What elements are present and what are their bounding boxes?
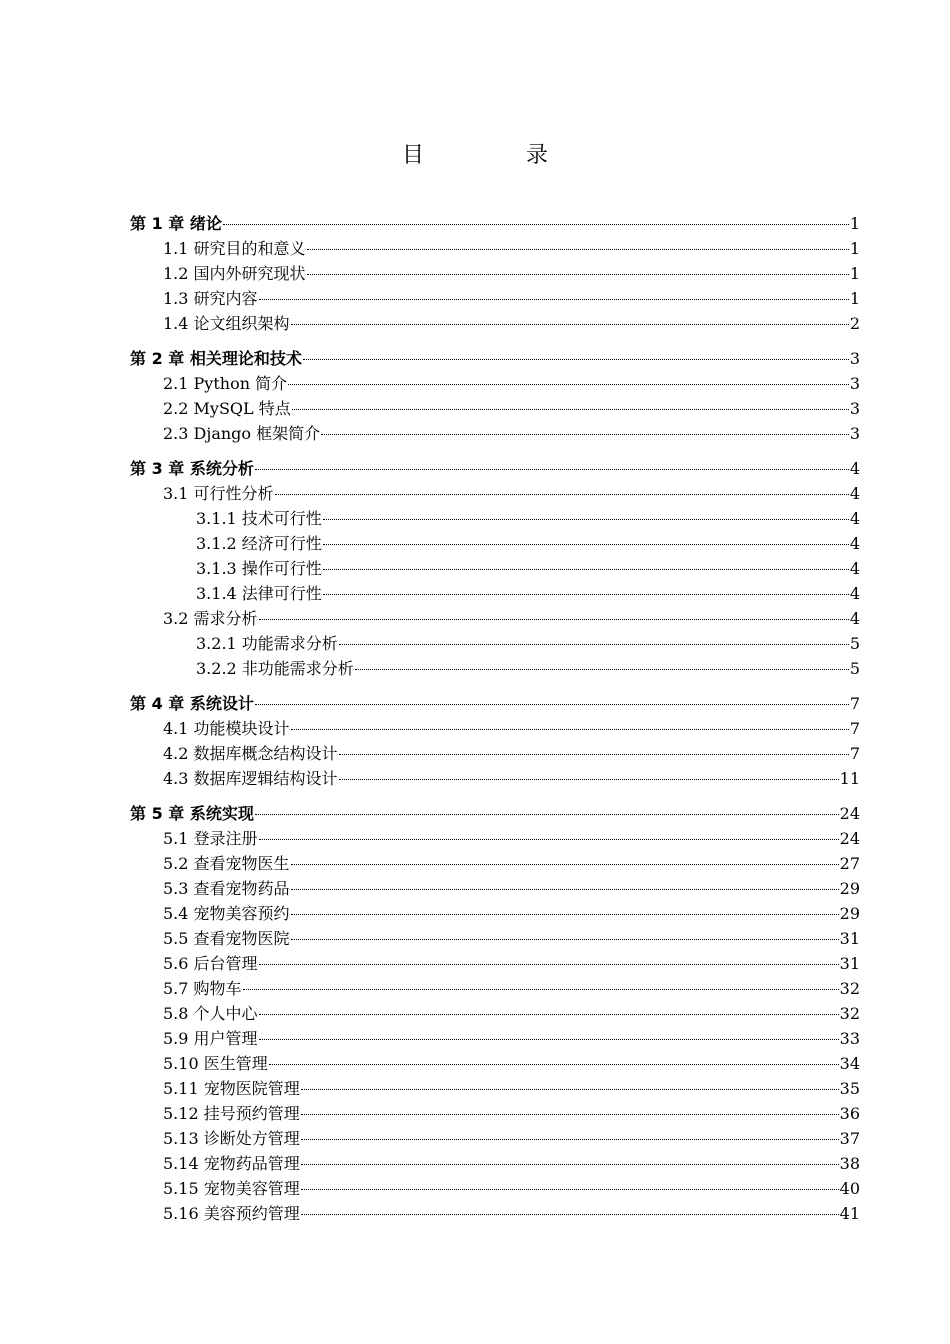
toc-page-number: 7 [849, 719, 860, 738]
toc-entry-label: 4.1 功能模块设计 [163, 719, 290, 738]
toc-section-entry[interactable] [130, 976, 860, 1001]
toc-page-number: 3 [849, 374, 860, 393]
toc-section-entry[interactable] [130, 1151, 860, 1176]
toc-entry-label: 5.7 购物车 [163, 979, 242, 998]
dot-leader [291, 864, 839, 865]
dot-leader [243, 989, 839, 990]
toc-page-number: 32 [839, 1004, 860, 1023]
toc-section-entry[interactable] [130, 1001, 860, 1026]
toc-section-entry[interactable] [130, 606, 860, 631]
toc-section-entry[interactable] [130, 926, 860, 951]
page-title: 目 录 [401, 143, 588, 168]
toc-page-number: 11 [839, 769, 860, 788]
dot-leader [259, 299, 849, 300]
toc-section-entry[interactable] [130, 951, 860, 976]
toc-section-entry[interactable] [130, 421, 860, 446]
toc-page-number: 3 [849, 399, 860, 418]
dot-leader [301, 1214, 839, 1215]
toc-entry-label: 5.13 诊断处方管理 [163, 1129, 300, 1148]
toc-chapter-block [130, 211, 860, 336]
toc-page-number: 4 [849, 609, 860, 628]
toc-page-number: 3 [849, 424, 860, 443]
toc-entry-label: 3.2.1 功能需求分析 [196, 634, 338, 653]
toc-page-number: 4 [849, 484, 860, 503]
toc-page-number: 24 [839, 804, 860, 823]
toc-chapter-entry[interactable] [130, 691, 860, 716]
toc-entry-label: 5.11 宠物医院管理 [163, 1079, 300, 1098]
toc-entry-label: 5.1 登录注册 [163, 829, 258, 848]
toc-section-entry[interactable] [130, 1176, 860, 1201]
toc-page-number: 40 [839, 1179, 860, 1198]
dot-leader [292, 409, 849, 410]
toc-page-number: 29 [839, 879, 860, 898]
toc-chapter-entry[interactable] [130, 456, 860, 481]
toc-section-entry[interactable] [130, 826, 860, 851]
toc-page-number: 41 [839, 1204, 860, 1223]
toc-entry-label: 第 4 章 系统设计 [130, 694, 254, 713]
dot-leader [291, 914, 839, 915]
dot-leader [321, 434, 849, 435]
dot-leader [291, 729, 849, 730]
dot-leader [307, 249, 849, 250]
toc-section-entry[interactable] [130, 371, 860, 396]
dot-leader [355, 669, 849, 670]
toc-page-number: 5 [849, 634, 860, 653]
dot-leader [255, 704, 849, 705]
dot-leader [323, 544, 849, 545]
toc-entry-label: 1.1 研究目的和意义 [163, 239, 306, 258]
toc-section-entry[interactable] [130, 1076, 860, 1101]
toc-entry-label: 1.4 论文组织架构 [163, 314, 290, 333]
toc-entry-label: 第 2 章 相关理论和技术 [130, 349, 302, 368]
toc-entry-label: 5.10 医生管理 [163, 1054, 268, 1073]
toc-entry-label: 4.2 数据库概念结构设计 [163, 744, 338, 763]
dot-leader [291, 889, 839, 890]
toc-subsection-entry[interactable] [130, 506, 860, 531]
toc-entry-label: 5.12 挂号预约管理 [163, 1104, 300, 1123]
toc-section-entry[interactable] [130, 1126, 860, 1151]
toc-chapter-block [130, 801, 860, 1226]
toc-page-number: 4 [849, 559, 860, 578]
toc-subsection-entry[interactable] [130, 531, 860, 556]
toc-subsection-entry[interactable] [130, 631, 860, 656]
toc-page-number: 2 [849, 314, 860, 333]
toc-page-number: 37 [839, 1129, 860, 1148]
dot-leader [323, 594, 849, 595]
toc-entry-label: 3.1.2 经济可行性 [196, 534, 322, 553]
dot-leader [259, 1014, 839, 1015]
toc-page-number: 4 [849, 459, 860, 478]
toc-page-number: 32 [839, 979, 860, 998]
toc-entry-label: 5.3 查看宠物药品 [163, 879, 290, 898]
toc-section-entry[interactable] [130, 766, 860, 791]
toc-page-number: 3 [849, 349, 860, 368]
toc-page-number: 24 [839, 829, 860, 848]
toc-subsection-entry[interactable] [130, 656, 860, 681]
toc-entry-label: 2.2 MySQL 特点 [163, 399, 291, 418]
toc-chapter-entry[interactable] [130, 801, 860, 826]
toc-page-number: 34 [839, 1054, 860, 1073]
toc-page-number: 29 [839, 904, 860, 923]
toc-page-number: 36 [839, 1104, 860, 1123]
toc-section-entry[interactable] [130, 261, 860, 286]
dot-leader [339, 779, 839, 780]
dot-leader [307, 274, 849, 275]
toc-entry-label: 5.5 查看宠物医院 [163, 929, 290, 948]
toc-page-number: 1 [849, 214, 860, 233]
toc-entry-label: 5.6 后台管理 [163, 954, 258, 973]
toc-entry-label: 第 1 章 绪论 [130, 214, 222, 233]
dot-leader [275, 494, 849, 495]
dot-leader [259, 964, 839, 965]
toc-entry-label: 3.1.4 法律可行性 [196, 584, 322, 603]
toc-entry-label: 2.3 Django 框架简介 [163, 424, 321, 443]
toc-entry-label: 5.2 查看宠物医生 [163, 854, 290, 873]
toc-section-entry[interactable] [130, 741, 860, 766]
toc-page-number: 4 [849, 509, 860, 528]
dot-leader [255, 469, 849, 470]
toc-page-number: 35 [839, 1079, 860, 1098]
toc-page-number: 31 [839, 929, 860, 948]
toc-section-entry[interactable] [130, 851, 860, 876]
dot-leader [259, 619, 849, 620]
toc-page-number: 7 [849, 694, 860, 713]
toc-entry-label: 4.3 数据库逻辑结构设计 [163, 769, 338, 788]
toc-page-number: 31 [839, 954, 860, 973]
dot-leader [301, 1114, 839, 1115]
dot-leader [259, 1039, 839, 1040]
toc-section-entry[interactable] [130, 1026, 860, 1051]
toc-subsection-entry[interactable] [130, 556, 860, 581]
table-of-contents [130, 211, 860, 1236]
toc-section-entry[interactable] [130, 901, 860, 926]
toc-chapter-entry[interactable] [130, 346, 860, 371]
toc-entry-label: 5.8 个人中心 [163, 1004, 258, 1023]
dot-leader [288, 384, 849, 385]
dot-leader [301, 1089, 839, 1090]
toc-chapter-entry[interactable] [130, 211, 860, 236]
toc-page-number: 38 [839, 1154, 860, 1173]
dot-leader [269, 1064, 839, 1065]
toc-section-entry[interactable] [130, 876, 860, 901]
dot-leader [303, 359, 849, 360]
toc-entry-label: 第 3 章 系统分析 [130, 459, 254, 478]
toc-section-entry[interactable] [130, 1051, 860, 1076]
toc-entry-label: 5.14 宠物药品管理 [163, 1154, 300, 1173]
toc-page-number: 1 [849, 239, 860, 258]
dot-leader [301, 1189, 839, 1190]
dot-leader [291, 939, 839, 940]
toc-page-number: 5 [849, 659, 860, 678]
toc-entry-label: 第 5 章 系统实现 [130, 804, 254, 823]
toc-page-number: 4 [849, 534, 860, 553]
dot-leader [301, 1164, 839, 1165]
toc-section-entry[interactable] [130, 1101, 860, 1126]
toc-entry-label: 1.3 研究内容 [163, 289, 258, 308]
toc-page-number: 33 [839, 1029, 860, 1048]
toc-section-entry[interactable] [130, 1201, 860, 1226]
dot-leader [323, 519, 849, 520]
toc-entry-label: 3.1.3 操作可行性 [196, 559, 322, 578]
toc-entry-label: 5.16 美容预约管理 [163, 1204, 300, 1223]
toc-section-entry[interactable] [130, 716, 860, 741]
toc-page-number: 1 [849, 289, 860, 308]
dot-leader [259, 839, 839, 840]
toc-entry-label: 5.15 宠物美容管理 [163, 1179, 300, 1198]
toc-entry-label: 3.2.2 非功能需求分析 [196, 659, 354, 678]
dot-leader [323, 569, 849, 570]
toc-chapter-block [130, 456, 860, 681]
dot-leader [301, 1139, 839, 1140]
toc-entry-label: 5.9 用户管理 [163, 1029, 258, 1048]
toc-entry-label: 3.2 需求分析 [163, 609, 258, 628]
toc-entry-label: 5.4 宠物美容预约 [163, 904, 290, 923]
toc-page-number: 4 [849, 584, 860, 603]
dot-leader [339, 754, 849, 755]
toc-section-entry[interactable] [130, 311, 860, 336]
dot-leader [223, 224, 849, 225]
toc-page-number: 1 [849, 264, 860, 283]
toc-section-entry[interactable] [130, 236, 860, 261]
toc-page-number: 27 [839, 854, 860, 873]
toc-entry-label: 3.1 可行性分析 [163, 484, 274, 503]
toc-page-number: 7 [849, 744, 860, 763]
dot-leader [339, 644, 849, 645]
toc-entry-label: 2.1 Python 简介 [163, 374, 288, 393]
toc-entry-label: 3.1.1 技术可行性 [196, 509, 322, 528]
toc-section-entry[interactable] [130, 481, 860, 506]
toc-section-entry[interactable] [130, 396, 860, 421]
toc-section-entry[interactable] [130, 286, 860, 311]
toc-chapter-block [130, 691, 860, 791]
dot-leader [291, 324, 849, 325]
toc-chapter-block [130, 346, 860, 446]
dot-leader [255, 814, 839, 815]
toc-entry-label: 1.2 国内外研究现状 [163, 264, 306, 283]
toc-subsection-entry[interactable] [130, 581, 860, 606]
